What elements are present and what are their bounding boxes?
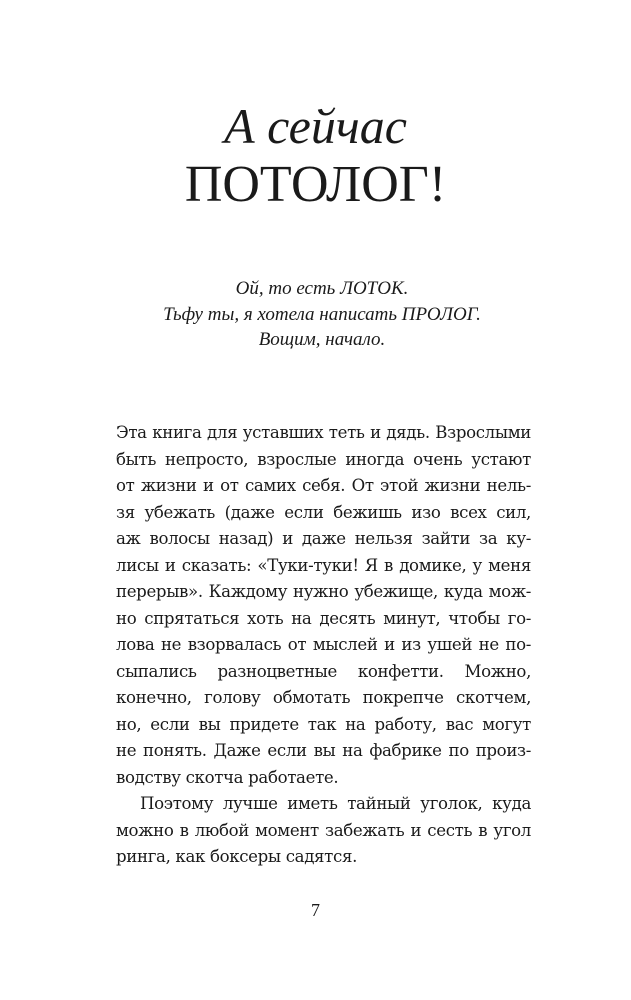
text-line: конечно, голову обмотать покрепче скотчем, [116, 688, 531, 707]
text-line: но спрятаться хоть на десять минут, чтобы го- [116, 608, 531, 628]
body-text [116, 420, 531, 871]
text-line: можно в любой момент забежать и сесть в угол [116, 820, 531, 840]
page-number: 7 [311, 900, 320, 920]
text-line: от жизни и от самих себя. От этой жизни нель- [116, 476, 531, 495]
chapter-title-line-2: ПОТОЛОГ! [184, 156, 447, 213]
epigraph [110, 276, 534, 353]
text-line: сыпались разноцветные конфетти. Можно, [116, 661, 531, 681]
text-line: аж волосы назад) и даже нельзя зайти за ку- [116, 529, 531, 548]
epigraph-line: Вощим, начало. [258, 329, 386, 350]
text-line: водству скотча работаете. [116, 767, 339, 787]
text-line: лисы и сказать: «Туки-туки! Я в домике, у меня [116, 555, 531, 575]
text-line: Поэтому лучше иметь тайный уголок, куда [140, 794, 531, 813]
text-line: лова не взорвалась от мыслей и из ушей не по- [116, 635, 531, 654]
epigraph-line: Тьфу ты, я хотела написать ПРОЛОГ. [163, 303, 481, 325]
text-line: Эта книга для уставших теть и дядь. Взрослыми [116, 423, 531, 442]
chapter-title-line-1: А сейчас [224, 98, 407, 154]
text-line: ринга, как боксеры садятся. [116, 847, 357, 866]
text-line: не понять. Даже если вы на фабрике по произ- [116, 741, 531, 760]
text-line: но, если вы придете так на работу, вас могут [116, 714, 531, 734]
epigraph-line: Ой, то есть ЛОТОК. [235, 278, 409, 299]
text-line: быть непросто, взрослые иногда очень устают [116, 449, 531, 469]
text-line: перерыв». Каждому нужно убежище, куда мож- [116, 582, 531, 601]
text-line: зя убежать (даже если бежишь изо всех сил, [116, 502, 531, 522]
